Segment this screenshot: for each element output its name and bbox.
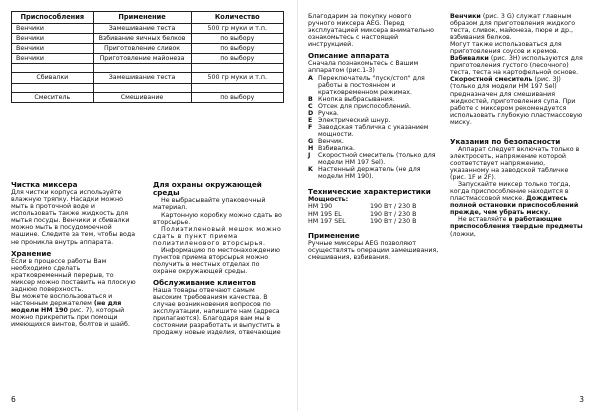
left-column-1 [11, 181, 139, 328]
table-cell: Замешивание теста [93, 73, 191, 83]
description-intro: Сначала познакомьтесь с Вашим аппаратом (рис.1-3) [308, 60, 419, 75]
parts-list [308, 75, 440, 181]
beaters-text: Взбивалки (рис. 3H) используются для приготовления густого (песочного) теста, теста на картофельной основе. [450, 55, 583, 77]
list-item: E Электрический шнур. [308, 116, 391, 124]
spec-row: HM 190 190 Вт / 230 В [308, 203, 417, 211]
left-page [0, 0, 297, 411]
intro-text: Благодарим за покупку нового ручного миксера AEG. Перед эксплуатацией миксера внимательно ознакомьтесь с настоящей инструкцией. [308, 13, 434, 49]
table-row [12, 34, 284, 44]
power-label: Мощность: [308, 196, 349, 204]
list-item: H Взбивалка. [308, 145, 355, 152]
table-cell: Венчики [12, 24, 94, 34]
table-cell: Венчики [12, 54, 94, 64]
safety-p1: Аппарат следует включать только в электросеть, напряжение которой соответствует напряжению, указанному на заводской табличке (рис. 1F и 2F). [450, 145, 580, 182]
table-header-row [12, 12, 284, 24]
blender-text: Скоростной смеситель (рис. 3J) (только для модели HM 197 Sel) предназначен для смешивания жидкостей, приготовления супа. При работе с миксером рекомендуется использовать глубокую пластмассовую миску. [450, 76, 583, 126]
cleaning-heading: Чистка миксера [11, 180, 78, 189]
environment-p1: Не выбрасывайте упаковочный материал. [153, 197, 266, 212]
right-page [298, 0, 595, 411]
page-number: 6 [11, 395, 16, 404]
list-item: A Переключатель "пуск/стоп" для работы в постоянном и кратковременном режимах. [308, 74, 425, 96]
list-item: K Настенный держатель (не для модели HM 190). [308, 166, 421, 181]
table-cell: 500 гр муки и т.п. [191, 24, 284, 34]
safety-p2: Запускайте миксер только тогда, когда приспособление находится в пластмассовой миске. Дождитесь полной остановки приспособлений прежде, чем убрать миску. [450, 181, 579, 217]
table-spacer-row [12, 64, 284, 73]
environment-heading: Для охраны окружающей среды [153, 180, 262, 198]
spec-row: HM 197 SEL 190 Вт / 230 В [308, 217, 417, 225]
table-header: Количество [191, 12, 284, 24]
spec-row: HM 195 EL 190 Вт / 230 В [308, 210, 417, 218]
right-column-2 [450, 13, 584, 238]
table-row [12, 54, 284, 64]
accessories-table [11, 11, 284, 103]
application-heading: Применение [308, 230, 360, 240]
environment-p2: Картонную коробку можно сдать во вторсырье. [153, 211, 282, 226]
storage-text: Если в процессе работы Вам необходимо сделать кратковременный перерыв, то миксер можно поставить на плоскую заднюю поверхность. [11, 257, 136, 293]
table-cell: Венчики [12, 34, 94, 44]
list-item: J Скоростной смеситель (только для модели HM 197 Sel). [308, 152, 436, 167]
environment-p3: Полиэтиленовый мешок можно сдать в пункт приема полиэтиленового вторсырья. [153, 225, 282, 247]
table-row [12, 92, 284, 102]
right-column-1 [308, 13, 440, 261]
safety-p3: Не вставляйте в работающие приспособления твердые предметы (ложки, [450, 216, 583, 238]
table-cell: Взбивание яичных белков [93, 34, 191, 44]
environment-p4: Информацию по местонахождению пунктов приема вторсырья можно получить в местных отделах по охране окружающей среды. [153, 246, 280, 275]
specs-block [308, 196, 440, 224]
list-item: F Заводская табличка с указанием мощности. [308, 123, 429, 138]
table-row [12, 73, 284, 83]
table-cell: по выбору [191, 34, 284, 44]
table-spacer-row [12, 83, 284, 92]
table-cell: по выбору [191, 44, 284, 54]
service-text: Наша товары отвечают самым высоким требованиям качества. В случае возникновения вопросов по эксплуатации, напишите нам (адреса прилагаются). Благодаря вам мы в состоянии разработать и выпустить в продажу новые изделия, отвечающие [153, 287, 281, 337]
table-cell: Приготовление майонеза [93, 54, 191, 64]
table-cell: Приготовление сливок [93, 44, 191, 54]
table-cell: Смешивание [93, 92, 191, 102]
left-column-2 [153, 181, 284, 336]
table-header: Применение [93, 12, 191, 24]
service-heading: Обслуживание клиентов [153, 277, 256, 287]
table-row [12, 44, 284, 54]
description-heading: Описание аппарата [308, 51, 390, 61]
table-cell: Замешивание теста [93, 24, 191, 34]
specs-heading: Технические характеристики [308, 187, 431, 197]
safety-heading: Указания по безопасности [450, 136, 561, 146]
table-cell: Сбивалки [12, 73, 94, 83]
table-cell: по выбору [191, 54, 284, 64]
list-item: B Кнопка выбрасывания. [308, 95, 395, 103]
storage-heading: Хранение [11, 248, 52, 258]
list-item: G Венчик. [308, 137, 344, 145]
whisks-text: Венчики (рис. 3 G) служат главным образом для приготовления жидкого теста, сливок, майонеза, пюре и др., взбивания белков. [450, 13, 576, 42]
list-item: C Отсек для приспособлений. [308, 102, 411, 110]
table-header: Приспособления [12, 12, 94, 24]
application-text: Ручные миксеры AEG позволяют осуществлять операции замешивания, смешивания, взбивания. [308, 239, 439, 261]
table-cell: Венчики [12, 44, 94, 54]
whisks-text-2: Могут также использоваться для приготовления соусов и кремов. [450, 41, 562, 56]
storage-text-2: Вы можете воспользоваться и настенным держателем (не для модели HM 190 рис. 7), который можно прикрепить при помощи имеющихся винтов, болтов и шайб. [11, 293, 130, 329]
table-cell: по выбору [191, 92, 284, 102]
table-cell: 500 гр муки и т.п. [191, 73, 284, 83]
cleaning-text: Для чистки корпуса используйте влажную тряпку. Насадки можно мыть в проточной воде и использовать также жидкость для мытья посуды. Венчики и сбивалки можно мыть в посудомоечной машине. Следите за тем, чтобы вода не проникла внутрь аппарата. [11, 189, 136, 246]
page-number: 3 [579, 395, 584, 404]
table-cell: Смеситель [12, 92, 94, 102]
list-item: D Ручка. [308, 109, 339, 117]
table-row [12, 24, 284, 34]
